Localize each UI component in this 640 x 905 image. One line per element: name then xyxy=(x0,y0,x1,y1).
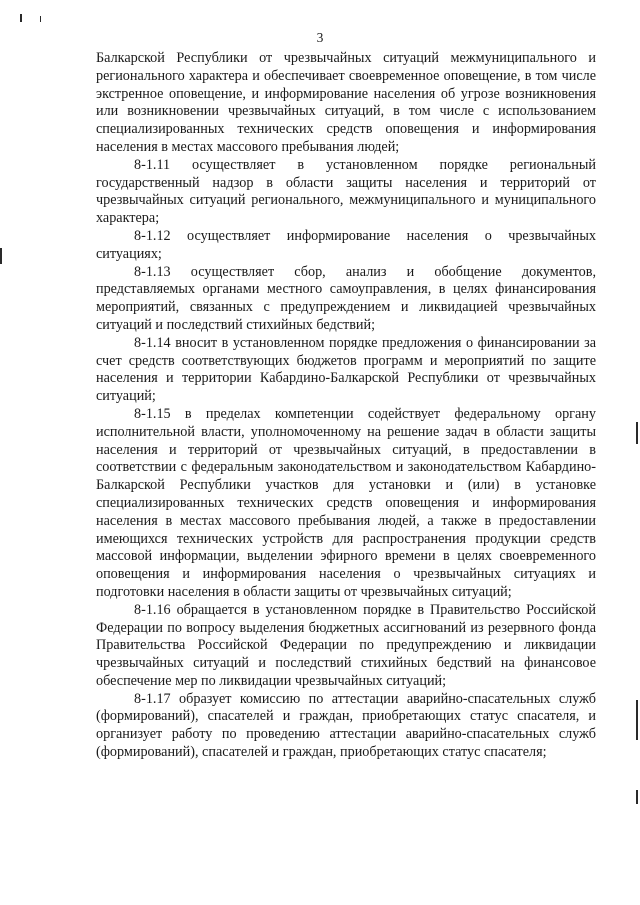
paragraph-item-8-1-11: 8-1.11 осуществляет в установленном порядке региональный государственный надзор в области защиты населения и территорий от чрезвычайных ситуаций регионального, межмуниципального и муниципального характера; xyxy=(96,156,596,227)
paragraph-continuation: Балкарской Республики от чрезвычайных ситуаций межмуниципального и регионального характера и обеспечивает своевременное оповещение, в том числе экстренное оповещение, и информирование населения об угрозе возникновения или возникновении чрезвычайных ситуаций, в том числе с использованием специализированных технических средств оповещения и информирования населения в местах массового пребывания людей; xyxy=(96,50,596,155)
paragraph-item-8-1-15: 8-1.15 в пределах компетенции содействует федеральному органу исполнительной власти, уполномоченному на решение задач в области защиты населения и территорий от чрезвычайных ситуаций, в предоставлении в соответствии с федеральным законодательством и законодательством Кабардино-Балкарской Республики участков для установки и (или) в установке специализированных технических средств оповещения и информирования населения в местах массового пребывания людей, а также в предоставлении имеющихся технических устройств для распространения продукции средств массовой информации, выделении эфирного времени в целях своевременного оповещения и информирования населения о чрезвычайных ситуациях и подготовки населения в области защиты от чрезвычайных ситуаций; xyxy=(96,405,596,600)
scan-artifact-right-edge-3 xyxy=(636,790,638,804)
paragraph-item-8-1-12: 8-1.12 осуществляет информирование населения о чрезвычайных ситуациях; xyxy=(96,227,596,262)
document-body xyxy=(96,50,596,762)
paragraph-item-8-1-16: 8-1.16 обращается в установленном порядке в Правительство Российской Федерации по вопросу выделения бюджетных ассигнований из резервного фонда Правительства Российской Федерации по предупреждению и ликвидации чрезвычайных ситуаций и последствий стихийных бедствий на финансовое обеспечение мер по ликвидации чрезвычайных ситуаций; xyxy=(96,601,596,689)
scan-artifact-top-left xyxy=(20,14,22,22)
paragraph-item-8-1-17: 8-1.17 образует комиссию по аттестации аварийно-спасательных служб (формирований), спасателей и граждан, приобретающих статус спасателя, и организует работу по проведению аттестации аварийно-спасательных служб (формирований), спасателей и граждан, приобретающих статус спасателя; xyxy=(96,690,596,761)
scan-artifact-right-edge xyxy=(636,422,638,444)
scan-artifact-right-edge-2 xyxy=(636,700,638,740)
page-number: 3 xyxy=(316,30,324,45)
paragraph-item-8-1-14: 8-1.14 вносит в установленном порядке предложения о финансировании за счет средств соответствующих бюджетов программ и мероприятий по защите населения и территории Кабардино-Балкарской Республики от чрезвычайных ситуаций; xyxy=(96,334,596,405)
scan-artifact-left-edge xyxy=(0,248,2,264)
paragraph-item-8-1-13: 8-1.13 осуществляет сбор, анализ и обобщение документов, представляемых органами местного самоуправления, в целях финансирования мероприятий, связанных с предупреждением и ликвидацией чрезвычайных ситуаций и последствий стихийных бедствий; xyxy=(96,263,596,333)
scan-artifact-top-left-2 xyxy=(40,16,41,22)
